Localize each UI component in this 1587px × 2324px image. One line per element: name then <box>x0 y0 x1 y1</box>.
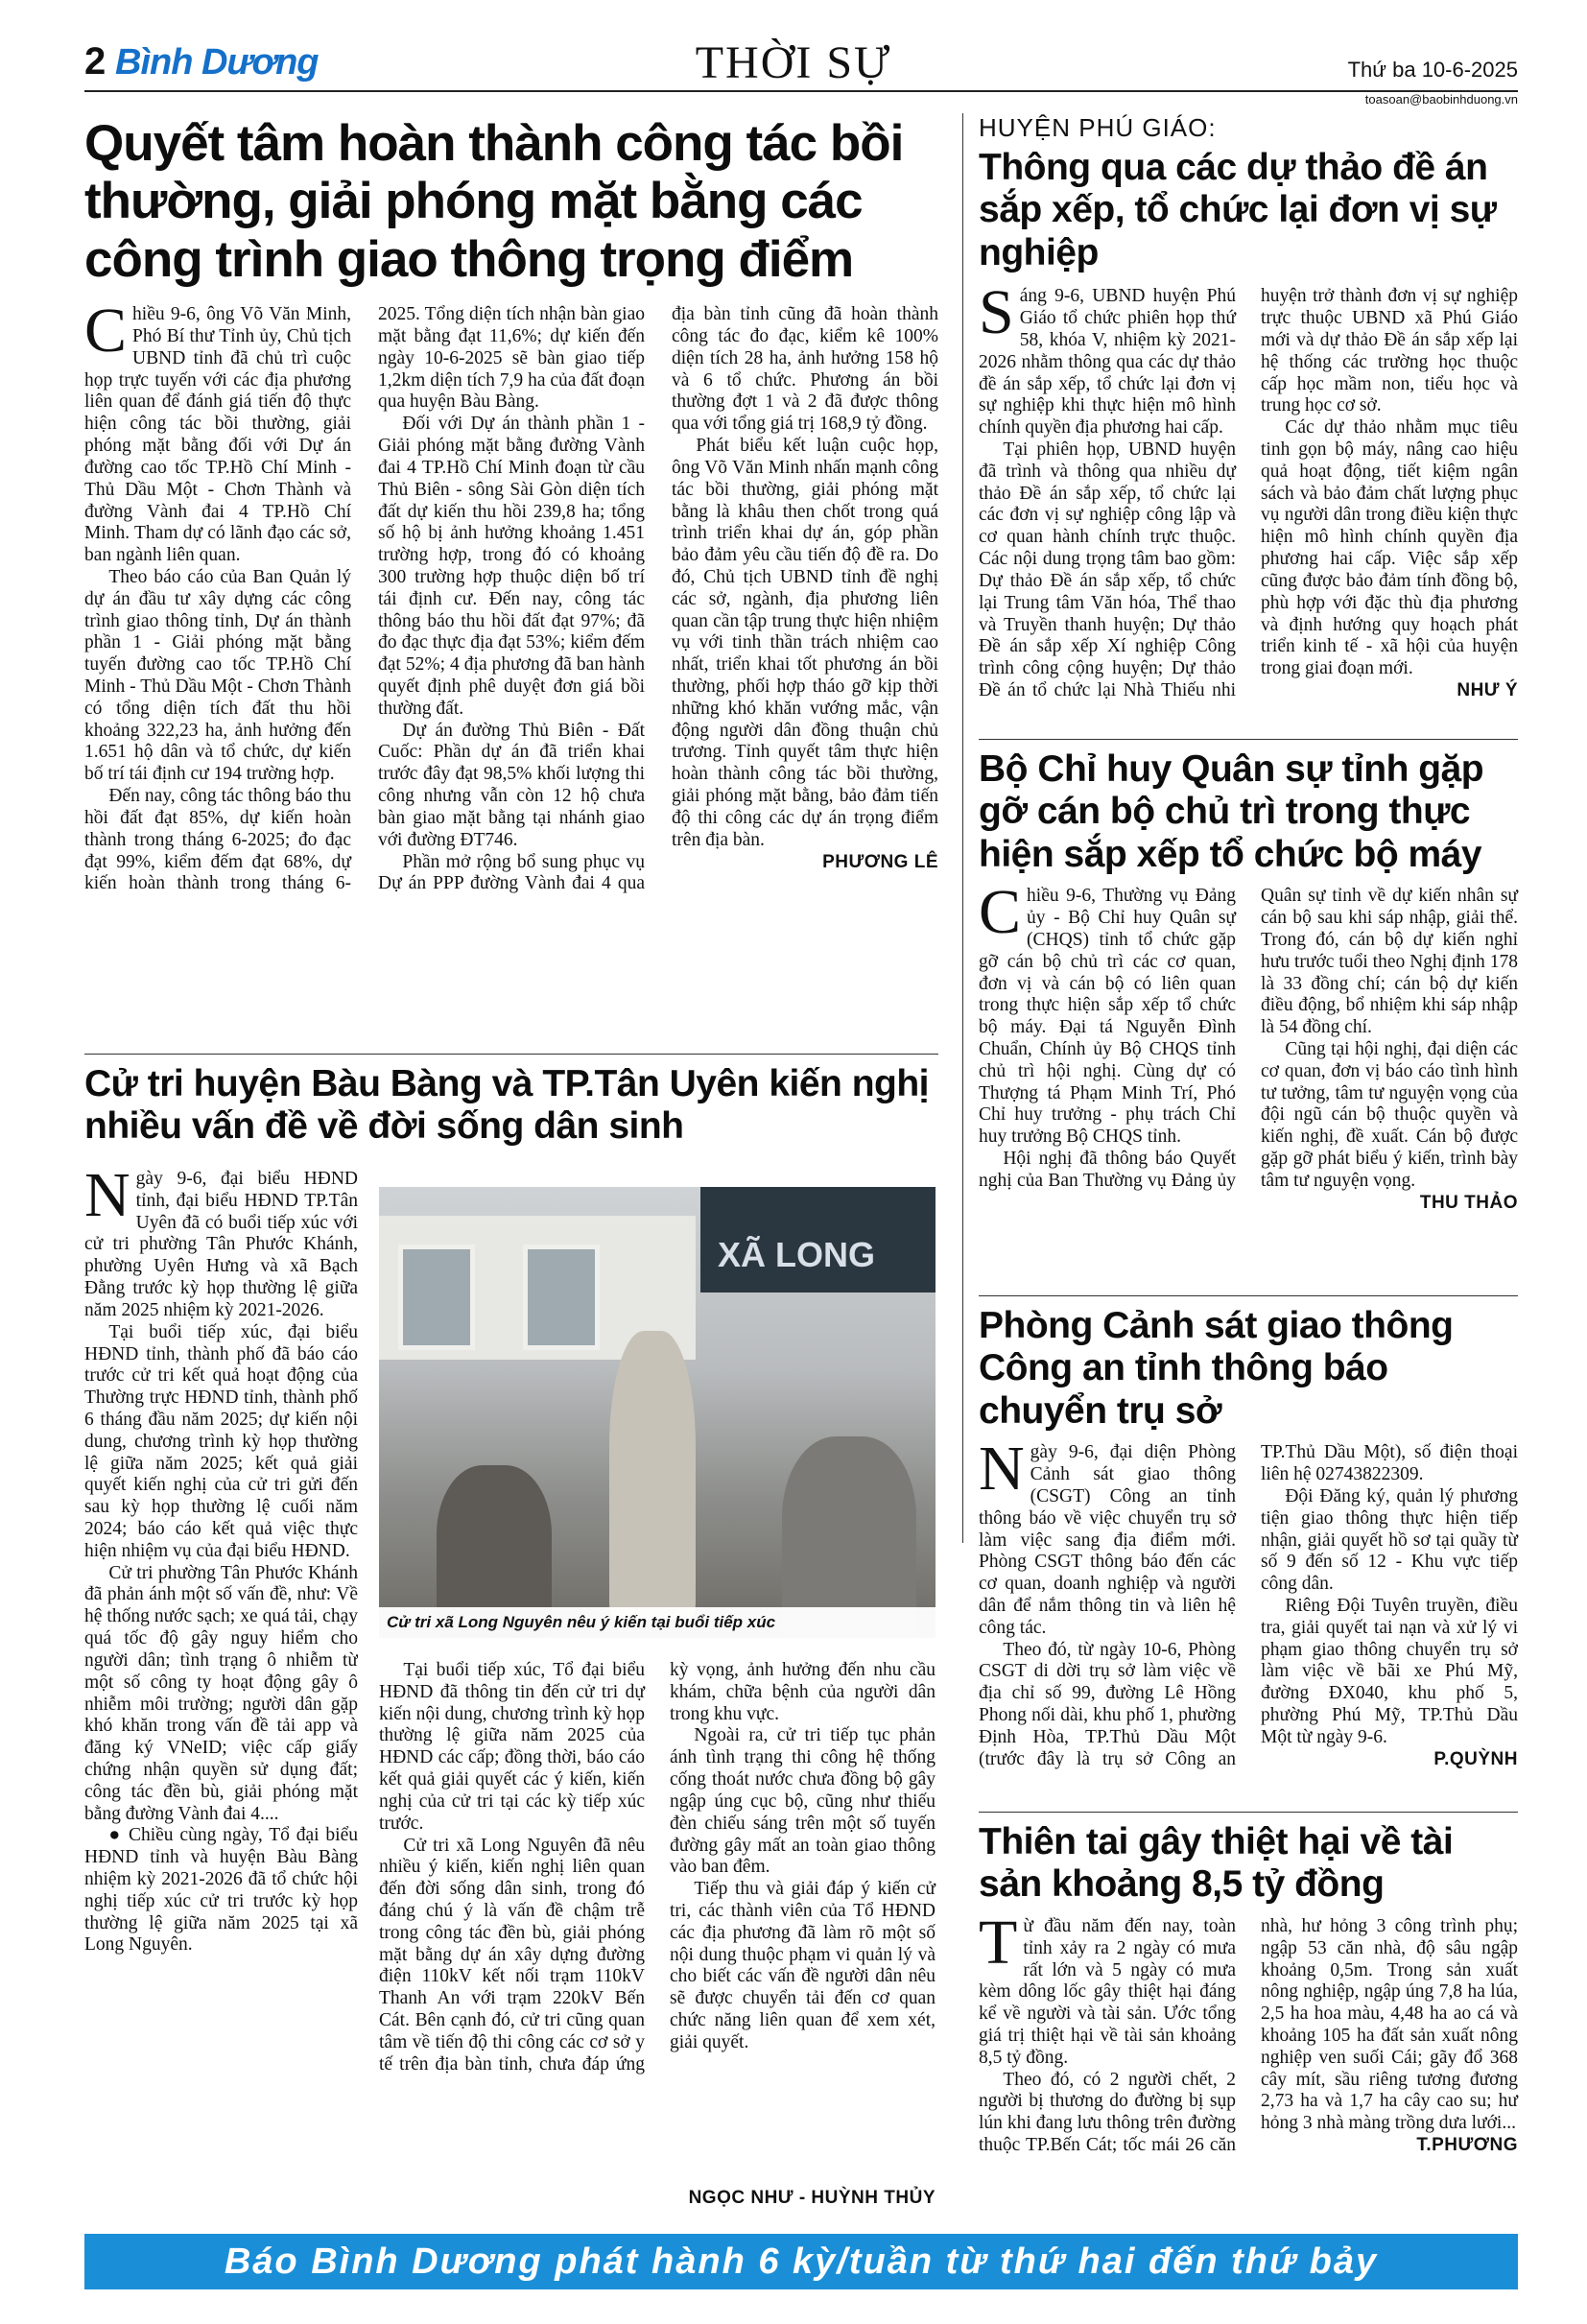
article-phugiao-kicker: HUYỆN PHÚ GIÁO: <box>979 113 1217 142</box>
dropcap: C <box>84 296 128 367</box>
paragraph: Theo đó, có 2 người chết, 2 người bị thương do đường bị sụp lún khi đang lưu thông trên đường thuộc TP.Bến Cát; tốc mái 26 căn nhà, hư hỏng 3 công trình phụ; ngập 53 căn nhà, độ sâu ngập khoảng 0,5m. Trong sản xuất nông nghiệp, ngập úng 7,8 ha lúa, 2,5 ha hoa màu, 4,48 ha ao cá và khoảng 105 ha đất sản xuất nông nghiệp ven suối Cái; gãy đổ 368 cây mít, sầu riêng tương đương 2,73 ha và 1,7 ha cây cao su; hư hỏng 3 nhà màng trồng dưa lưới... <box>979 1915 1518 2156</box>
article-voters-title: Cử tri huyện Bàu Bàng và TP.Tân Uyên kiến nghị nhiều vấn đề về đời sống dân sinh <box>84 1063 930 1148</box>
section-rule <box>84 1054 938 1055</box>
column-divider <box>962 113 963 1543</box>
paragraph: Tiếp thu và giải đáp ý kiến cử tri, các thành viên của Tổ HĐND các địa phương đã làm rõ một số nội dung thuộc phạm vi quản lý và cho biết các vấn đề người dân nêu sẽ được chuyển tải đến cơ quan chức năng liên quan để xem xét, giải quyết. <box>670 1879 936 2052</box>
paragraph: Đối với Dự án thành phần 1 - Giải phóng mặt bằng đường Vành đai 4 TP.Hồ Chí Minh đoạn từ cầu Thủ Biên - sông Sài Gòn diện tích đất dự kiến thu hồi 239,8 ha; tổng số hộ bị ảnh hưởng khoảng 1.451 trường hợp, trong đó có khoảng 300 trường hợp thuộc diện bố trí tái định cư. Đến nay, công tác thông báo thu hồi đất đạt 97%; đã đo đạc thực địa đạt 53%; kiểm đếm đạt 52%; 4 địa phương đã ban hành quyết định phê duyệt đơn giá bồi thường đất. <box>378 414 645 719</box>
article-military-title: Bộ Chỉ huy Quân sự tỉnh gặp gỡ cán bộ chủ trì trong thực hiện sắp xếp tổ chức bộ máy <box>979 748 1484 875</box>
article-disaster <box>979 1821 1518 2214</box>
article-phugiao-title: Thông qua các dự thảo đề án sắp xếp, tổ chức lại đơn vị sự nghiệp <box>979 147 1497 273</box>
section-rule <box>979 1295 1518 1296</box>
paragraph: Cử tri xã Long Nguyên đã nêu nhiều ý kiến, kiến nghị liên quan đến đời sống dân sinh, trong đó đáng chú ý là vấn đề chậm trễ trong công tác đền bù, giải phóng mặt bằng dự án xây dựng đường điện 110kV kết nối trạm 110kV Thanh An với trạm 220kV Bến Cát. Bên cạnh đó, cử tri cũng quan tâm về tiến độ thi công các cơ sở y tế trên địa bàn tỉnh, chưa đáp ứng kỳ vọng, ảnh hưởng đến nhu cầu khám, chữa bệnh của người dân trong khu vực. <box>379 1660 936 2075</box>
paragraph: Ngoài ra, cử tri tiếp tục phản ánh tình trạng thi công hệ thống cống thoát nước chưa đồng bộ gây ngập úng cục bộ, cũng như thiếu đèn chiếu sáng trên một số tuyến đường gây mất an toàn giao thông vào ban đêm. <box>670 1725 936 1878</box>
paragraph: Riêng Đội Tuyên truyền, điều tra, giải quyết tai nạn và xử lý vi phạm giao thông chuyển trụ sở làm việc về bãi xe Phú Mỹ, đường ĐX040, khu phố 5, phường Phú Mỹ, TP.Thủ Dầu Một từ ngày 9-6. <box>1261 1596 1518 1747</box>
brand-logo: Bình Dương <box>115 42 319 83</box>
news-photo <box>379 1187 936 1638</box>
article-main-title: Quyết tâm hoàn thành công tác bồi thường, giải phóng mặt bằng các công trình giao thông trọng điểm <box>84 115 904 288</box>
paragraph: Từ đầu năm đến nay, toàn tỉnh xảy ra 2 ngày có mưa rất lớn và 5 ngày có mưa kèm dông lốc gây thiệt hại đáng kể về người và tài sản. Ước tổng giá trị thiệt hại về tài sản khoảng 8,5 tỷ đồng. <box>979 1907 1236 2068</box>
article-disaster-title: Thiên tai gây thiệt hại về tài sản khoảng 8,5 tỷ đồng <box>979 1821 1454 1906</box>
paragraph: Đến nay, công tác thông báo thu hồi đất đạt 85%, dự kiến hoàn thành trong tháng 6-2025; đo đạc đạt 99%, kiểm đếm đạt 68%, dự kiến hoàn thành trong tháng 6-2025. Tổng diện tích nhận bàn giao mặt bằng đạt 11,6%; dự kiến đến ngày 10-6-2025 sẽ bàn giao tiếp 1,2km diện tích 7,9 ha của đất đoạn qua huyện Bàu Bàng. <box>84 304 645 894</box>
paragraph: Tại buổi tiếp xúc, Tổ đại biểu HĐND đã thông tin đến cử tri dự kiến nội dung, chương trình kỳ họp thường lệ giữa năm 2025 của HĐND các cấp; đồng thời, báo cáo kết quả giải quyết các ý kiến, kiến nghị của cử tri tại các kỳ tiếp xúc trước. <box>379 1660 645 1834</box>
section-title: THỜI SỰ <box>695 37 892 88</box>
paragraph: Chiều 9-6, Thường vụ Đảng ủy - Bộ Chỉ huy Quân sự (CHQS) tỉnh tổ chức gặp gỡ cán bộ chủ trì các cơ quan, đơn vị và cán bộ có liên quan trong thực hiện sắp xếp tổ chức bộ máy. Đại tá Nguyễn Đình Chuẩn, Chính ủy Bộ CHQS tỉnh chủ trì hội nghị. Cùng dự có Thượng tá Phạm Minh Trí, Phó Chỉ huy trưởng - phụ trách Chỉ huy trưởng Bộ CHQS tỉnh. <box>979 877 1236 1148</box>
dropcap: S <box>979 277 1014 348</box>
page-number: 2 <box>84 40 107 83</box>
paragraph: Tại buổi tiếp xúc, đại biểu HĐND tỉnh, thành phố đã báo cáo trước cử tri kết quả hoạt động của Thường trực HĐND tỉnh, thành phố 6 tháng đầu năm 2025; dự kiến nội dung, chương trình kỳ họp thường lệ giữa năm 2025; kết quả giải quyết kiến nghị của cử tri gửi đến sau kỳ họp thường lệ cuối năm 2024; báo cáo kết quả việc thực hiện nhiệm vụ của đại biểu HĐND. <box>84 1321 358 1561</box>
article-military <box>979 748 1518 1269</box>
paragraph: Tại phiên họp, UBND huyện đã trình và thông qua nhiều dự thảo Đề án sắp xếp, tổ chức lại các đơn vị sự nghiệp công lập và cơ quan hành chính trực thuộc. Các nội dung trọng tâm bao gồm: Dự thảo Đề án sắp xếp, tổ chức lại Trung tâm Văn hóa, Thể thao và Truyền thanh huyện; Dự thảo Đề án sắp xếp Xí nghiệp Công trình công cộng huyện; Dự thảo Đề án tổ chức lại Nhà Thiếu nhi huyện trở thành đơn vị sự nghiệp trực thuộc UBND xã Phú Giáo mới và dự thảo Đề án sắp xếp lại hệ thống các trường học thuộc cấp học mầm non, tiểu học và trung học cơ sở. <box>979 286 1518 700</box>
paragraph: Hội nghị đã thông báo Quyết nghị của Ban Thường vụ Đảng ủy Quân sự tỉnh về dự kiến nhân sự cán bộ sau khi sáp nhập, giải thể. Trong đó, cán bộ dự kiến nghỉ hưu trước tuổi theo Nghị định 178 là 33 đồng chí; cán bộ dự kiến điều động, bổ nhiệm khi sáp nhập là 54 đồng chí. <box>979 886 1518 1191</box>
paragraph: Chiều 9-6, ông Võ Văn Minh, Phó Bí thư Tỉnh ủy, Chủ tịch UBND tỉnh đã chủ trì cuộc họp trực tuyến với các địa phương liên quan để đánh giá tiến độ thực hiện công tác bồi thường, giải phóng mặt bằng đối với Dự án đường cao tốc TP.Hồ Chí Minh - Thủ Dầu Một - Chơn Thành và đường Vành đai 4 TP.Hồ Chí Minh. Tham dự có lãnh đạo các sở, ban ngành liên quan. <box>84 296 351 566</box>
paragraph: Phần mở rộng bổ sung phục vụ Dự án PPP đường Vành đai 4 qua địa bàn tỉnh cũng đã hoàn thành công tác đo đạc, kiểm kê 100% diện tích 28 ha, ảnh hưởng 158 hộ và 6 tổ chức. Phương án bồi thường đợt 1 và 2 đã được thông qua với tổng giá trị 168,9 tỷ đồng. <box>378 304 938 894</box>
paragraph: Cử tri phường Tân Phước Khánh đã phản ánh một số vấn đề, như: Về hệ thống nước sạch; xe quá tải, chạy quá tốc độ gây nguy hiểm cho người dân; tình trạng ô nhiễm từ một số công ty hoạt động gây ô nhiễm môi trường; người dân gặp khó khăn trong vấn đề tải app và đăng ký VNeID; việc cấp giấy chứng nhận quyền sử dụng đất; công tác đền bù, giải phóng mặt bằng đường Vành đai 4.... <box>84 1562 358 1824</box>
photo-window <box>398 1245 475 1350</box>
dropcap: C <box>979 877 1022 948</box>
paragraph: Sáng 9-6, UBND huyện Phú Giáo tổ chức phiên họp thứ 58, khóa V, nhiệm kỳ 2021-2026 nhằm thông qua các dự thảo đề án sắp xếp, tổ chức lại đơn vị sự nghiệp khi thực hiện mô hình chính quyền địa phương hai cấp. <box>979 277 1236 439</box>
section-rule <box>979 1812 1518 1813</box>
photo-speaker <box>609 1331 696 1619</box>
article-military-author: THU THẢO <box>1419 1192 1518 1213</box>
article-police-author: P.QUỲNH <box>1433 1748 1518 1769</box>
article-police-title: Phòng Cảnh sát giao thông Công an tỉnh thông báo chuyển trụ sở <box>979 1305 1454 1432</box>
article-voters-left-column <box>84 1169 358 2210</box>
masthead <box>0 0 1587 106</box>
masthead-rule <box>84 90 1518 92</box>
article-disaster-body <box>979 1907 1518 2214</box>
dropcap: N <box>979 1434 1025 1505</box>
paragraph: Dự án đường Thủ Biên - Đất Cuốc: Phần dự án đã triển khai trước đây đạt 98,5% khối lượng thi công nhưng vẫn còn 12 hộ chưa bàn giao mặt bằng tại nhánh giao với đường ĐT746. <box>378 720 645 850</box>
article-phugiao-author: NHƯ Ý <box>1457 679 1518 700</box>
article-main-author: PHƯƠNG LÊ <box>822 851 938 872</box>
dropcap: N <box>84 1169 130 1230</box>
photo-caption: Cử tri xã Long Nguyên nêu ý kiến tại buổi tiếp xúc <box>379 1607 936 1638</box>
paragraph: Theo đó, từ ngày 10-6, Phòng CSGT di dời trụ sở làm việc về địa chỉ số 99, đường Lê Hồng Phong nối dài, khu phố 1, phường Định Hòa, TP.Thủ Dầu Một (trước đây là trụ sở Công an TP.Thủ Dầu Một), số điện thoại liên hệ 02743822309. <box>979 1442 1518 1769</box>
paragraph: Ngày 9-6, đại biểu HĐND tỉnh, đại biểu HĐND TP.Tân Uyên đã có buổi tiếp xúc với cử tri phường Tân Phước Khánh, phường Uyên Hưng và xã Bạch Đằng trước kỳ họp thường lệ giữa năm 2025 nhiệm kỳ 2021-2026. <box>84 1169 358 1320</box>
article-voters <box>84 1063 938 1149</box>
article-voters-bottom-columns <box>379 1660 936 2178</box>
photo-sign: XÃ LONG <box>700 1187 936 1292</box>
dropcap: T <box>979 1907 1018 1978</box>
paragraph: Phát biểu kết luận cuộc họp, ông Võ Văn Minh nhấn mạnh công tác bồi thường, giải phóng mặt bằng là khâu then chốt trong quá trình triển khai dự án, góp phần bảo đảm yêu cầu tiến độ đề ra. Do đó, Chủ tịch UBND tỉnh đề nghị các sở, ngành, địa phương liên quan cần tập trung thực hiện nhiệm vụ với tinh thần trách nhiệm cao nhất, triển khai tốt phương án bồi thường, phối hợp tháo gỡ kịp thời những khó khăn vướng mắc, vận động người dân đồng thuận chủ trương. Tỉnh quyết tâm thực hiện hoàn thành công tác bồi thường, giải phóng mặt bằng, bảo đảm tiến độ thi công các dự án trọng điểm trên địa bàn. <box>672 436 938 850</box>
article-police <box>979 1305 1518 1855</box>
article-phugiao <box>979 113 1518 756</box>
footer-banner: Báo Bình Dương phát hành 6 kỳ/tuần từ thứ hai đến thứ bảy <box>84 2234 1518 2289</box>
paragraph: Cũng tại hội nghị, đại diện các cơ quan, đơn vị báo cáo tình hình tư tưởng, tâm tư nguyện vọng của đội ngũ cán bộ thuộc quyền và kiến nghị, đề xuất. Cán bộ được gặp gỡ phát biểu ý kiến, trình bày tâm tư nguyện vọng. <box>1261 1039 1518 1191</box>
contact-email: toasoan@baobinhduong.vn <box>1364 92 1518 107</box>
paragraph: Theo báo cáo của Ban Quản lý dự án đầu tư xây dựng các công trình giao thông tỉnh, Dự án thành phần 1 - Giải phóng mặt bằng tuyến đường cao tốc TP.Hồ Chí Minh - Thủ Dầu Một - Chơn Thành có tổng diện tích đất thu hồi khoảng 322,23 ha, ảnh hưởng đến 1.651 hộ dân và tổ chức, dự kiến bố trí tái định cư 194 trường hợp. <box>84 566 351 785</box>
paragraph: Ngày 9-6, đại diện Phòng Cảnh sát giao thông (CSGT) Công an tỉnh thông báo về việc chuyển trụ sở làm việc sang địa điểm mới. Phòng CSGT thông báo đến các cơ quan, doanh nghiệp và người dân để nắm thông tin và liên hệ công tác. <box>979 1434 1236 1638</box>
paragraph: ● Chiều cùng ngày, Tổ đại biểu HĐND tỉnh và huyện Bàu Bàng nhiệm kỳ 2021-2026 đã tổ chức hội nghị tiếp xúc cử tri trước kỳ họp thường lệ giữa năm 2025 tại xã Long Nguyên. <box>84 1825 358 1956</box>
article-military-body <box>979 877 1518 1269</box>
paragraph: Các dự thảo nhằm mục tiêu tinh gọn bộ máy, nâng cao hiệu quả hoạt động, tiết kiệm ngân sách và bảo đảm chất lượng phục vụ người dân trong điều kiện thực hiện mô hình chính quyền địa phương hai cấp. Việc sắp xếp cũng được bảo đảm tính đồng bộ, phù hợp với đặc thù địa phương và định hướng quy hoạch phát triển kinh tế - xã hội của huyện trong giai đoạn mới. <box>1261 417 1518 679</box>
article-disaster-author: T.PHƯƠNG <box>1416 2135 1518 2156</box>
article-main <box>84 115 938 1038</box>
article-main-body <box>84 296 938 1038</box>
section-rule <box>979 739 1518 740</box>
article-police-body <box>979 1434 1518 1855</box>
photo-window <box>523 1245 600 1350</box>
issue-date: Thứ ba 10-6-2025 <box>1347 58 1518 82</box>
article-phugiao-body <box>979 277 1518 756</box>
paragraph: Đội Đăng ký, quản lý phương tiện giao thông thực hiện tiếp nhận, giải quyết hồ sơ tại quầy từ số 9 đến số 12 - Khu vực tiếp công dân. <box>1261 1485 1518 1595</box>
article-voters-author: NGỌC NHƯ - HUỲNH THỦY <box>688 2188 936 2208</box>
